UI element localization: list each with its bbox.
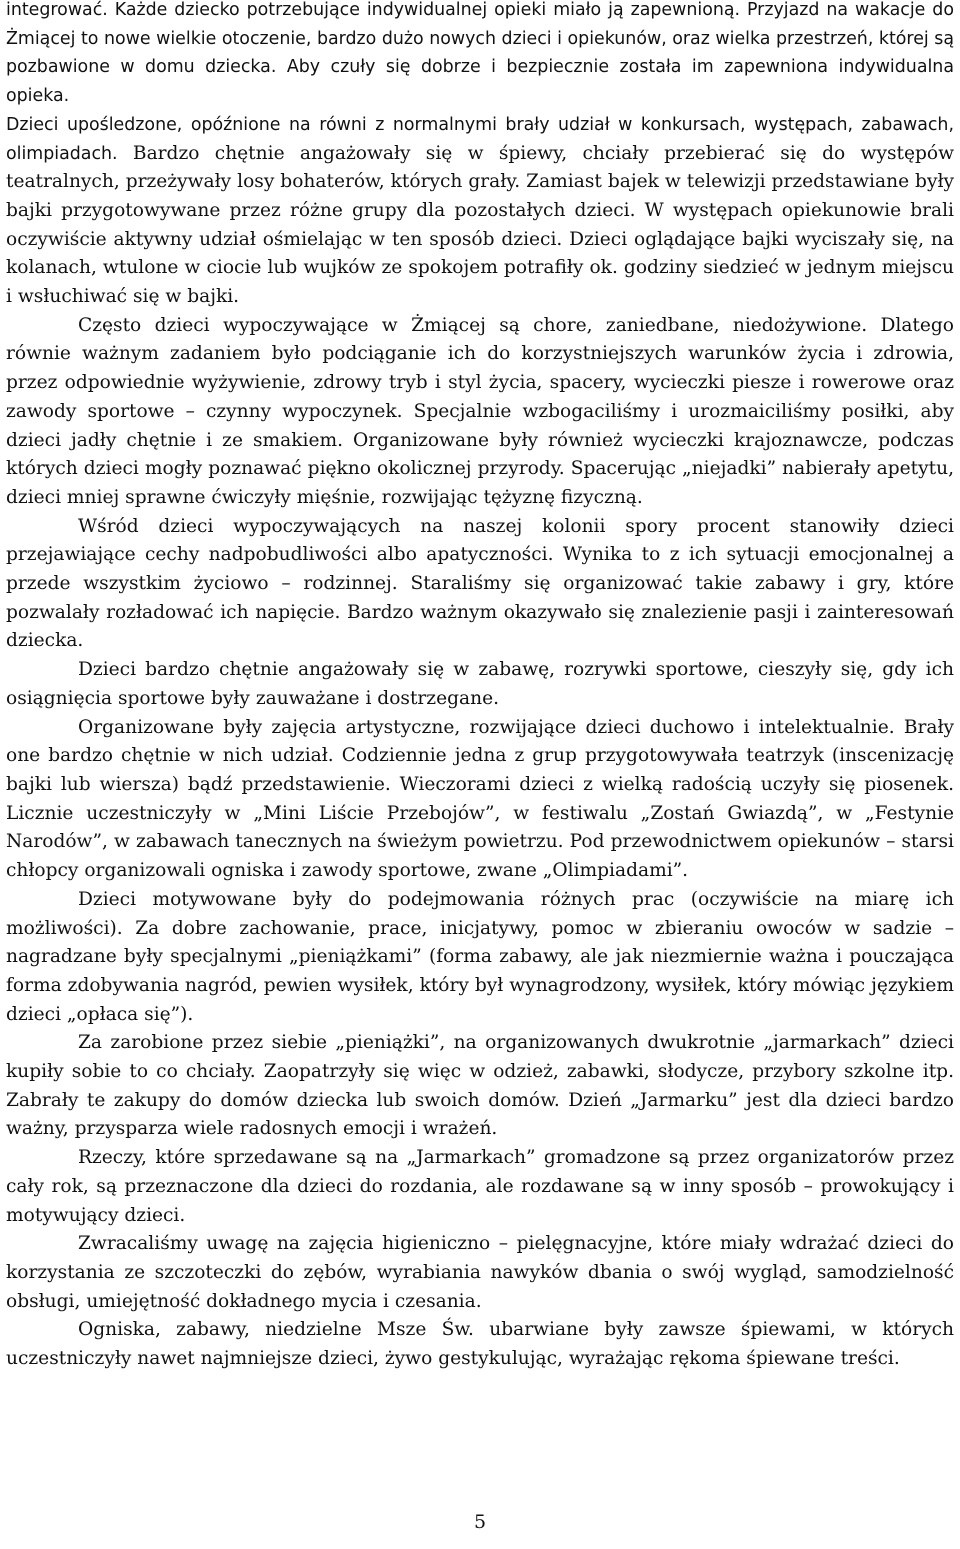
paragraph-2-text-serif: Bardzo chętnie angażowały się w śpiewy, chciały przebierać się do występów teatralnych, przeżywały losy bohaterów, których grały. Zamiast bajek w telewizji przedstawiane były bajki przygotowywane przez różne grupy dla pozostałych dzieci. W występach opiekunowie brali oczywiście aktywny udział ośmielając w ten sposób dzieci. Dzieci oglądające bajki wyciszały się, na kolanach, wtulone w ciocie lub wujków ze spokojem potrafiły ok. godziny siedzieć w jednym miejscu i wsłuchiwać się w bajki.: [6, 142, 954, 308]
paragraph-3-text: Często dzieci wypoczywające w Żmiącej są chore, zaniedbane, niedożywione. Dlatego równie ważnym zadaniem było podciąganie ich do korzystniejszych warunków życia i zdrowia, przez odpowiednie wyżywienie, zdrowy tryb i styl życia, spacery, wycieczki piesze i rowerowe oraz zawody sportowe – czynny wypoczynek. Specjalnie wzbogaciliśmy i urozmaiciliśmy posiłki, aby dzieci jadły chętnie i ze smakiem. Organizowane były również wycieczki krajoznawcze, podczas których dzieci mogły poznawać piękno okolicznej przyrody. Spacerując „niejadki” nabierały apetytu, dzieci mniej sprawne ćwiczyły mięśnie, rozwijając tężyznę fizyczną.: [6, 314, 954, 508]
paragraph-11-text: Ogniska, zabawy, niedzielne Msze Św. ubarwiane były zawsze śpiewami, w których uczestniczyły nawet najmniejsze dzieci, żywo gestykulując, wyrażając rękoma śpiewane treści.: [6, 1319, 954, 1370]
document-body: [6, 0, 954, 1374]
paragraph-9-text: Rzeczy, które sprzedawane są na „Jarmarkach” gromadzone są przez organizatorów przez cały rok, są przeznaczone dla dzieci do rozdania, ale rozdawane są w inny sposób – prowokujący i motywujący dzieci.: [6, 1147, 954, 1226]
paragraph-2-text-sans: Dzieci upośledzone, opóźnione na równi z normalnymi brały udział w konkursach, występach, zabawach, olimpiadach.: [6, 114, 954, 164]
paragraph-10: [6, 1230, 954, 1316]
paragraph-4-text: Wśród dzieci wypoczywających na naszej kolonii spory procent stanowiły dzieci przejawiające cechy nadpobudliwości albo apatyczności. Wynika to z ich sytuacji emocjonalnej a przede wszystkim życiowo – rodzinnej. Staraliśmy się organizować takie zabawy i gry, które pozwalały rozładować ich napięcie. Bardzo ważnym okazywało się znalezienie pasji i zainteresowań dziecka.: [6, 515, 954, 652]
paragraph-7-text: Dzieci motywowane były do podejmowania różnych prac (oczywiście na miarę ich możliwości). Za dobre zachowanie, prace, inicjatywy, pomoc w zbieraniu owoców w sadzie – nagradzane były specjalnymi „pieniążkami” (forma zabawy, ale jak niezmiernie ważna i pouczająca forma zdobywania nagród, pewien wysiłek, który był wynagrodzony, wysiłek, który mówiąc językiem dzieci „opłaca się”).: [6, 888, 954, 1025]
paragraph-8: [6, 1029, 954, 1144]
paragraph-1-text: integrować. Każde dziecko potrzebujące indywidualnej opieki miało ją zapewnioną. Przyjazd na wakacje do Żmiącej to nowe wielkie otoczenie, bardzo dużo nowych dzieci i opiekunów, oraz wielka przestrzeń, której są pozbawione w domu dziecka. Aby czuły się dobrze i bezpiecznie została im zapewniona indywidualna opieka.: [6, 0, 954, 107]
paragraph-10-text: Zwracaliśmy uwagę na zajęcia higieniczno – pielęgnacyjne, które miały wdrażać dzieci do korzystania ze szczoteczki do zębów, wyrabiania nawyków dbania o swój wygląd, samodzielność obsługi, umiejętność dokładnego mycia i czesania.: [6, 1233, 954, 1312]
paragraph-3: [6, 312, 954, 513]
paragraph-6: [6, 714, 954, 886]
paragraph-2: [6, 111, 954, 312]
paragraph-11: [6, 1316, 954, 1373]
paragraph-4: [6, 513, 954, 657]
paragraph-8-text: Za zarobione przez siebie „pieniążki”, na organizowanych dwukrotnie „jarmarkach” dzieci kupiły sobie to co chciały. Zaopatrzyły się więc w odzież, zabawki, słodycze, przybory szkolne itp. Zabrały te zakupy do domów dziecka lub swoich domów. Dzień „Jarmarku” jest dla dzieci bardzo ważny, przysparza wiele radosnych emocji i wrażeń.: [6, 1032, 954, 1140]
paragraph-5: [6, 656, 954, 713]
paragraph-9: [6, 1144, 954, 1230]
paragraph-5-text: Dzieci bardzo chętnie angażowały się w zabawę, rozrywki sportowe, cieszyły się, gdy ich osiągnięcia sportowe były zauważane i dostrzegane.: [6, 659, 954, 709]
page-number: 5: [473, 1511, 487, 1533]
paragraph-7: [6, 886, 954, 1030]
paragraph-6-text: Organizowane były zajęcia artystyczne, rozwijające dzieci duchowo i intelektualnie. Brały one bardzo chętnie w nich udział. Codziennie jedna z grup przygotowywała teatrzyk (inscenizację bajki lub wiersza) bądź przedstawienie. Wieczorami dzieci z wielką radością uczyły się piosenek. Licznie uczestniczyły w „Mini Liście Przebojów”, w festiwalu „Zostań Gwiazdą”, w „Festynie Narodów”, w zabawach tanecznych na świeżym powietrzu. Pod przewodnictwem opiekunów – starsi chłopcy organizowali ogniska i zawody sportowe, zwane „Olimpiadami”.: [6, 716, 954, 882]
paragraph-1: [6, 0, 954, 111]
